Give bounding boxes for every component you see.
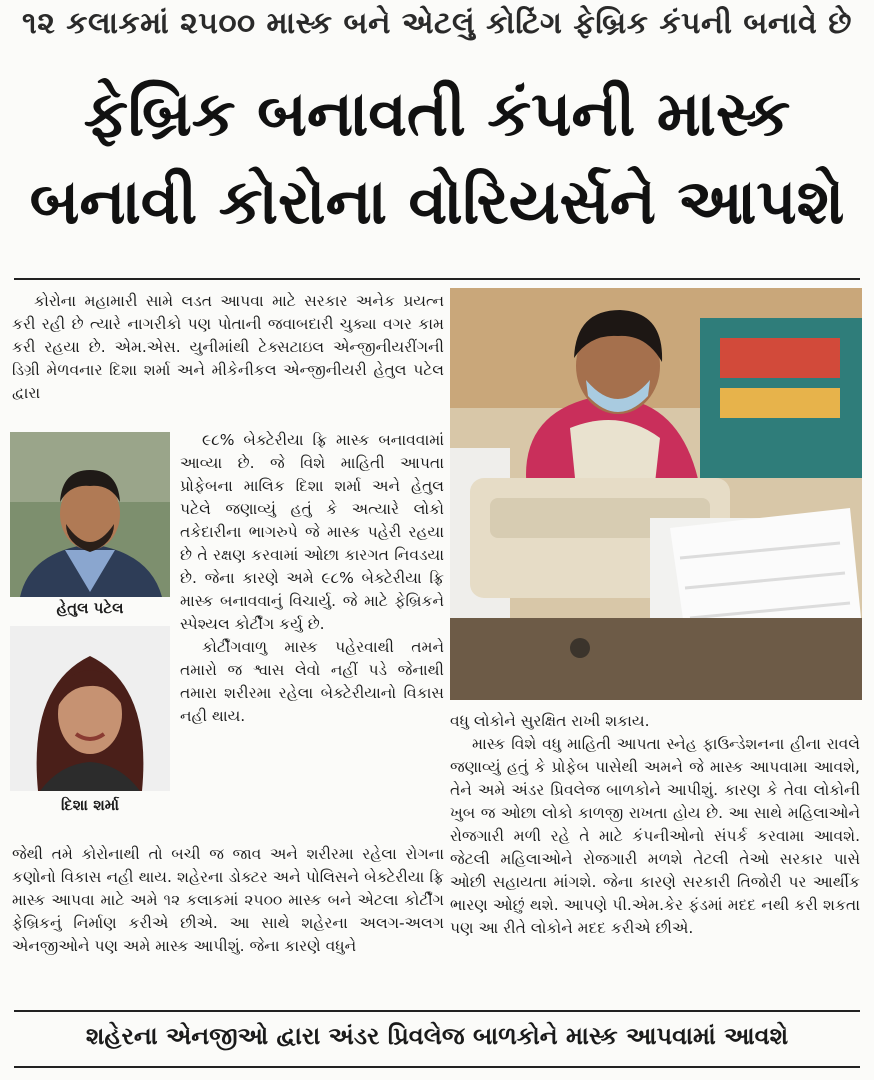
kicker-headline: ૧૨ કલાકમાં ૨૫૦૦ માસ્ક બને એટલું કોટિંગ ફેબ્રિક કંપની બનાવે છે	[22, 6, 852, 41]
main-headline	[0, 70, 874, 246]
caption-hetul-patel: હેતુલ પટેલ	[56, 599, 124, 617]
bottom-deck: શહેરના એનજીઓ દ્વારા અંડર પ્રિવલેજ બાળકોને માસ્ક આપવામાં આવશે	[85, 1022, 789, 1050]
deck-rule-bottom	[14, 1066, 860, 1068]
body-wrap-paragraph-1: ૯૮% બેક્ટેરીયા ફ્રિ માસ્ક બનાવવામાં આવ્યા છે. જે વિશે માહિતી આપતા પ્રોફેબના માલિક દિશા શર્મા અને હેતુલ પટેલે જણાવ્યું હતું કે અત્યારે લોકો તકેદારીના ભાગરુપે જે માસ્ક પહેરી રહયા છે તે રક્ષણ કરવામાં ઓછા કારગત નિવડયા છે. જેના કારણે અમે ૯૮% બેક્ટેરીયા ફ્રિ માસ્ક બનાવવાનું વિચાર્યુ. જે માટે ફેબ્રિકને સ્પેશ્યલ કોર્ટીંગ કર્યુ છે.	[180, 431, 444, 633]
headline-line-1: ફેબ્રિક બનાવતી કંપની માસ્ક	[83, 77, 791, 150]
body-right-1: વધુ લોકોને સુરક્ષિત રાખી શકાય.	[450, 712, 650, 730]
portrait-disha-sharma	[10, 626, 170, 791]
caption-disha-sharma: દિશા શર્મા	[60, 796, 120, 814]
article-right-column	[450, 710, 860, 940]
body-left-top: કોરોના મહામારી સામે લડત આપવા માટે સરકાર અનેક પ્રયત્ન કરી રહી છે ત્યારે નાગરીકો પણ પોતાની જવાબદારી ચુક્યા વગર કામ કરી રહયા છે. એમ.એસ. યુનીમાંથી ટેક્સટાઇલ એન્જીનીયરીંગની ડિગ્રી મેળવનાર દિશા શર્મા અને મીકેનીકલ એન્જીનીયરી હેતુલ પટેલ દ્વારા	[12, 292, 444, 402]
article-left-bottom	[12, 843, 444, 958]
body-right-2: માસ્ક વિશે વધુ માહિતી આપતા સ્નેહ ફાઉન્ડેશનના હીના રાવલે જણાવ્યું હતું કે પ્રોફેબ પાસેથી અમને જે માસ્ક આપવામા આવશે, તેને અમે અંડર પ્રિવલેજ બાળકોને આપીશું. કારણ કે તેવા લોકોની ખુબ જ ઓછા લોકો કાળજી રાખતા હોય છે. આ સાથે મહિલાઓને રોજગારી મળી રહે તે માટે કંપનીઓનો સંપર્ક કરવામા આવશે. જેટલી મહિલાઓને રોજગારી મળશે તેટલી તેઓ સરકાર પાસે ઓછી સહાયતા માંગશે. જેના કારણે સરકારી તિજોરી પર આર્થીક ભારણ ઓછું થશે. આપણે પી.એમ.કેર ફંડમાં મદદ નથી કરી શકતા પણ આ રીતે લોકોને મદદ કરીએ છીએ.	[450, 735, 860, 937]
main-photo-sewing-masks	[450, 288, 862, 700]
body-wrap-paragraph-2: કોર્ટીંગવાળુ માસ્ક પહેરવાથી તમને તમારો જ શ્વાસ લેવો નહીં પડે જેનાથી તમારા શરીરમા રહેલા બેક્ટેરીયાનો વિકાસ નહી થાય.	[180, 638, 444, 725]
deck-rule-top	[14, 1010, 860, 1012]
body-left-bottom: જેથી તમે કોરોનાથી તો બચી જ જાવ અને શરીરમા રહેલા રોગના કણોનો વિકાસ નહી થાય. શહેરના ડોક્ટર અને પોલિસને બેક્ટેરીયા ફ્રિ માસ્ક આપવા માટે અમે ૧૨ કલાકમાં ૨૫૦૦ માસ્ક બને એટલા કોર્ટીંગ ફેબ્રિકનું નિર્માણ કરીએ છીએ. આ સાથે શહેરના અલગ-અલગ એનજીઓને પણ અમે માસ્ક આપીશું. જેના કારણે વધુને	[12, 845, 444, 955]
article-left-column	[12, 290, 444, 405]
headline-line-2: બનાવી કોરોના વોરિયર્સને આપશે	[29, 165, 845, 238]
body-wrap-1	[180, 429, 444, 728]
portrait-hetul-patel	[10, 432, 170, 597]
headline-rule	[14, 278, 860, 280]
